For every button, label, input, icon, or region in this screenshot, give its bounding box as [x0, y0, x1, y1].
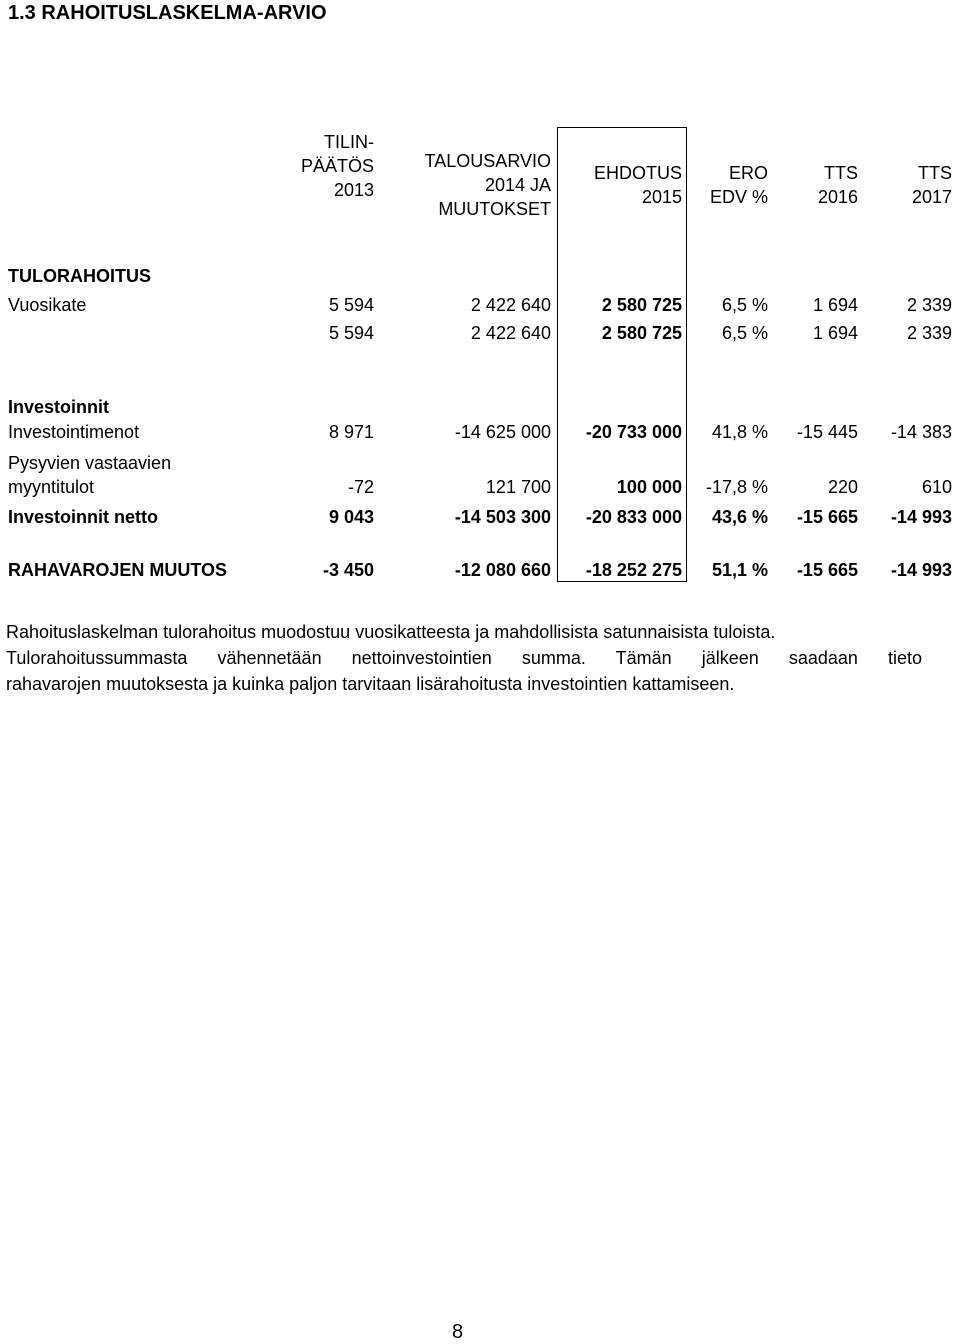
explanation-line-1: Rahoituslaskelman tulorahoitus muodostuu vuosikatteesta ja mahdollisista satunnaisista tuloista.: [6, 622, 776, 642]
header-tilinpaatos-2013: TILIN- PÄÄTÖS 2013: [300, 132, 374, 200]
header-tts-2017: TTS 2017: [911, 163, 952, 207]
explanation-line-2: Tulorahoitussummasta vähennetään nettoinvestointien summa. Tämän jälkeen saadaan tieto: [6, 648, 922, 668]
explanation-line-3: rahavarojen muutoksesta ja kuinka paljon tarvitaan lisärahoitusta investointien kattamiseen.: [6, 674, 735, 694]
header-tts-2016: TTS 2016: [817, 163, 858, 207]
section-tulorahoitus: TULORAHOITUS: [8, 266, 151, 286]
page-title: 1.3 RAHOITUSLASKELMA-ARVIO: [8, 2, 327, 24]
page-number: 8: [452, 1321, 464, 1343]
section-investoinnit: Investoinnit: [8, 397, 110, 417]
header-ehdotus-2015: EHDOTUS 2015: [593, 163, 682, 207]
header-talousarvio-2014: TALOUSARVIO 2014 JA MUUTOKSET: [424, 151, 551, 219]
header-ero-edv: ERO EDV %: [709, 163, 768, 207]
